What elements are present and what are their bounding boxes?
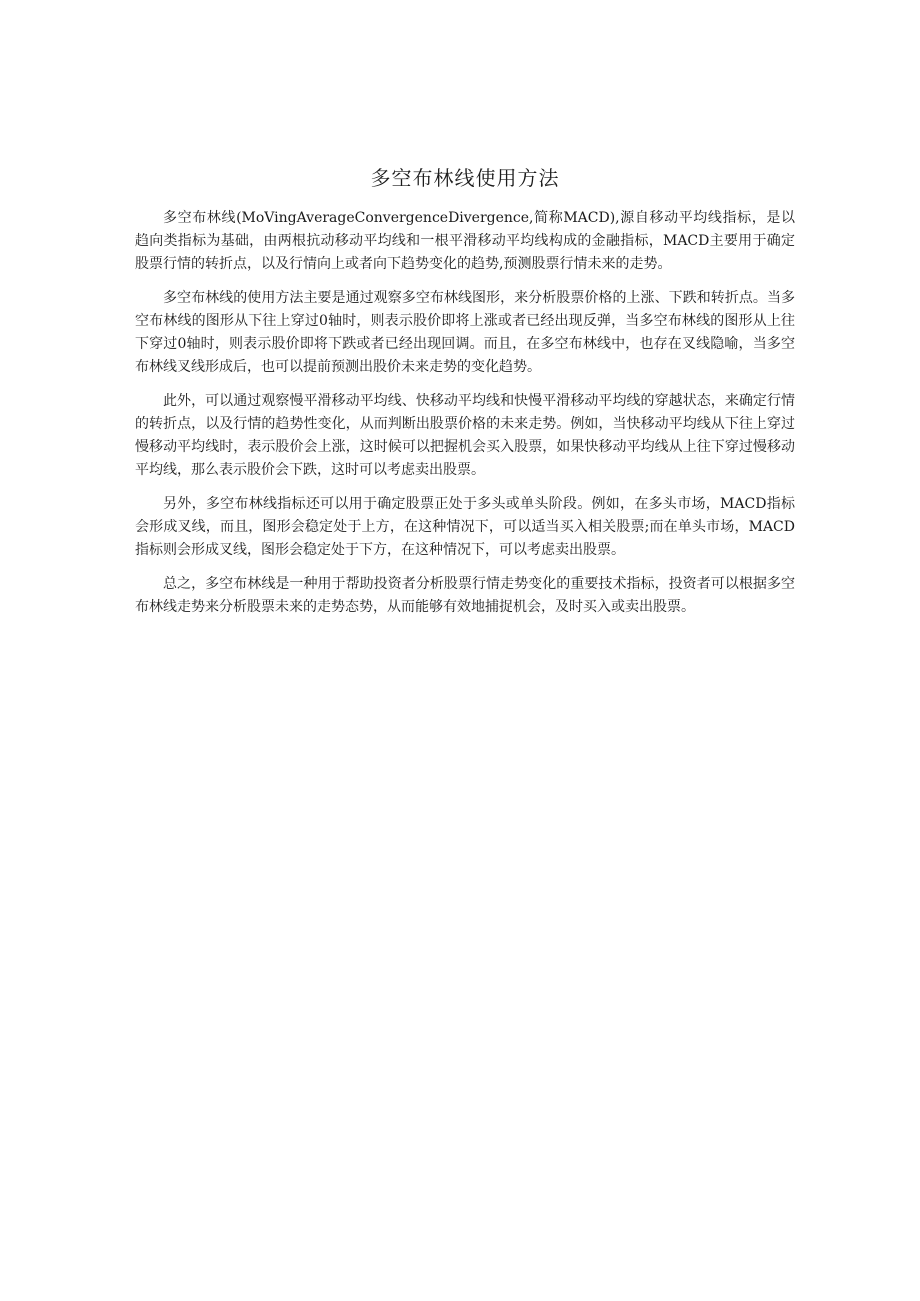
paragraph-intro: 多空布林线(MoVingAverageConvergenceDivergence,简称MACD),源自移动平均线指标，是以趋向类指标为基础，由两根抗动移动平均线和一根平滑移动平均线构成的金融指标，MACD主要用于确定股票行情的转折点，以及行情向上或者向下趋势变化的趋势,预测股票行情未来的走势。 [135,210,795,272]
paragraph-summary: 总之，多空布林线是一种用于帮助投资者分析股票行情走势变化的重要技术指标，投资者可以根据多空布林线走势来分析股票未来的走势态势，从而能够有效地捕捉机会，及时买入或卖出股票。 [135,576,795,615]
paragraph-usage: 多空布林线的使用方法主要是通过观察多空布林线图形，来分析股票价格的上涨、下跌和转折点。当多空布林线的图形从下往上穿过0轴时，则表示股价即将上涨或者已经出现反弹，当多空布林线的图形从上往下穿过0轴时，则表示股价即将下跌或者已经出现回调。而且，在多空布林线中，也存在叉线隐喻，当多空布林线叉线形成后，也可以提前预测出股价未来走势的变化趋势。 [135,290,795,375]
paragraph-market-phase: 另外，多空布林线指标还可以用于确定股票正处于多头或单头阶段。例如，在多头市场，MACD指标会形成叉线，而且，图形会稳定处于上方，在这种情况下，可以适当买入相关股票;而在单头市场，MACD指标则会形成叉线，图形会稳定处于下方，在这种情况下，可以考虑卖出股票。 [135,496,795,558]
paragraph-crossover: 此外，可以通过观察慢平滑移动平均线、快移动平均线和快慢平滑移动平均线的穿越状态，来确定行情的转折点，以及行情的趋势性变化，从而判断出股票价格的未来走势。例如，当快移动平均线从下往上穿过慢移动平均线时，表示股价会上涨，这时候可以把握机会买入股票，如果快移动平均线从上往下穿过慢移动平均线，那么表示股价会下跌，这时可以考虑卖出股票。 [135,393,795,478]
document-page [135,163,795,630]
document-title: 多空布林线使用方法 [370,166,560,190]
